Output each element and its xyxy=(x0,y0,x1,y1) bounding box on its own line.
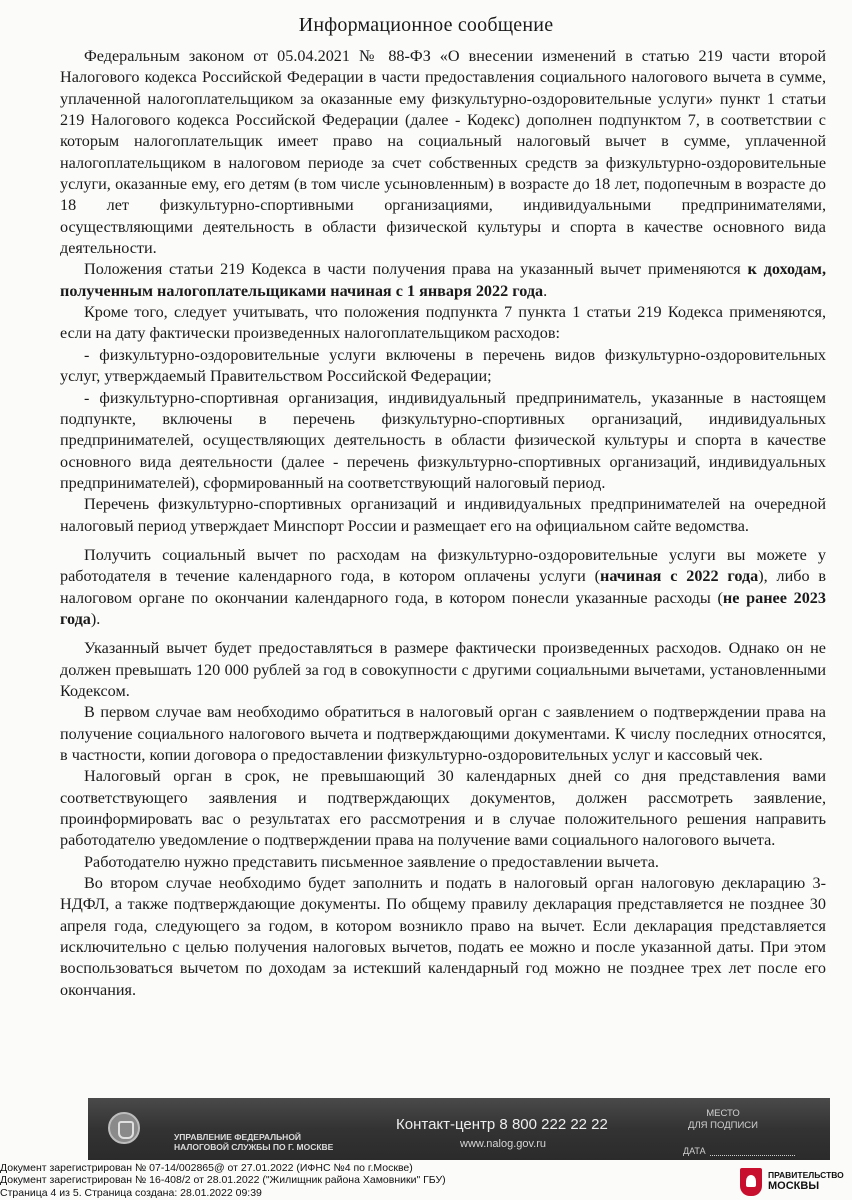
moscow-government-logo xyxy=(740,1166,852,1200)
date-underline xyxy=(710,1155,795,1156)
paragraph xyxy=(60,852,826,873)
date-label: ДАТА xyxy=(683,1146,706,1156)
text-run: - физкультурно-спортивная организация, индивидуальный предприниматель, указанные в настоящем подпункте, включены в перечень физкультурно-спортивных организаций, индивидуальных предпринимателей, осуществляющих деятельность в области физической культуры и спорта в качестве основного вида деятельности (далее - перечень физкультурно-спортивных организаций, индивидуальных предпринимателей), сформированный на соответствующий налоговый период. xyxy=(60,388,826,492)
paragraph xyxy=(60,873,826,1001)
gov-logo-line1: ПРАВИТЕЛЬСТВО xyxy=(768,1170,844,1180)
fns-label xyxy=(174,1132,333,1152)
paragraph xyxy=(60,46,826,259)
text-run: Федеральным законом от 05.04.2021 № 88-ФЗ «О внесении изменений в статью 219 части второй Налогового кодекса Российской Федерации в части предоставления социального налогового вычета в сумме, уплаченной налогоплательщиком за оказанные ему физкультурно-оздоровительные услуги» пункт 1 статьи 219 Налогового кодекса Российской Федерации (далее - Кодекс) дополнен подпунктом 7, в соответствии с которым налогоплательщик имеет право на социальный налоговый вычет в сумме, уплаченной налогоплательщиком в налоговом периоде за счет собственных средств за физкультурно-оздоровительные услуги, оказанные ему, его детям (в том числе усыновленным) в возрасте до 18 лет, подопечным в возрасте до 18 лет физкультурно-спортивными организациями, индивидуальными предпринимателями, осуществляющими деятельность в области физической культуры и спорта в качестве основного вида деятельности. xyxy=(60,47,826,258)
contact-center: Контакт-центр 8 800 222 22 22 xyxy=(396,1116,608,1133)
bold-text: к доходам, полученным налогоплательщиками начиная с 1 января 2022 года xyxy=(60,260,827,300)
signature-place-line2: ДЛЯ ПОДПИСИ xyxy=(688,1120,758,1131)
text-run: - физкультурно-оздоровительные услуги включены в перечень видов физкультурно-оздоровительных услуг, утверждаемый Правительством Российской Федерации; xyxy=(60,345,826,386)
text-run: ), либо в налоговом органе по окончании календарного года, в котором понесли указанные расходы ( xyxy=(60,567,827,607)
moscow-coat-of-arms-icon xyxy=(740,1168,762,1196)
text-run: Положения статьи 219 Кодекса в части получения права на указанный вычет применяются xyxy=(84,260,748,279)
gov-logo-line2: МОСКВЫ xyxy=(768,1180,820,1192)
text-run: . xyxy=(543,281,548,300)
text-run: Налоговый орган в срок, не превышающий 30 календарных дней со дня представления вами соответствующего заявления и подтверждающих документов, должен рассмотреть заявление, проинформировать вас о результатах его рассмотрения и в случае положительного решения направить работодателю уведомление о подтверждении права на получение вами социального налогового вычета. xyxy=(60,767,826,850)
paragraph xyxy=(60,702,826,766)
bold-text: не ранее 2023 года xyxy=(60,588,826,628)
text-run: Указанный вычет будет предоставляться в размере фактически произведенных расходов. Однако он не должен превышать 120 000 рублей за год в совокупности с другими социальными вычетами, установленными Кодексом. xyxy=(60,639,826,700)
paragraph xyxy=(60,545,826,630)
text-run: Кроме того, следует учитывать, что положения подпункта 7 пункта 1 статьи 219 Кодекса применяются, если на дату фактически произведенных налогоплательщиком расходов: xyxy=(60,303,826,343)
text-run: Получить социальный вычет по расходам на физкультурно-оздоровительные услуги вы можете у работодателя в течение календарного года, в котором оплачены услуги ( xyxy=(60,545,826,586)
text-run: Работодателю нужно представить письменное заявление о предоставлении вычета. xyxy=(84,852,659,871)
website-link: www.nalog.gov.ru xyxy=(460,1138,547,1150)
stamp-line-2: Документ зарегистрирован № 16-408/2 от 28.01.2022 ("Жилищник района Хамовники" ГБУ) xyxy=(0,1174,446,1187)
paragraph xyxy=(60,494,826,537)
registration-stamp xyxy=(0,1162,700,1199)
paragraph xyxy=(60,388,826,495)
stamp-line-3: Страница 4 из 5. Страница создана: 28.01.2022 09:39 xyxy=(0,1186,262,1199)
text-run: ). xyxy=(90,609,101,628)
fns-label-line1: УПРАВЛЕНИЕ ФЕДЕРАЛЬНОЙ xyxy=(174,1132,302,1142)
paragraph xyxy=(60,766,826,851)
moscow-government-text xyxy=(768,1170,844,1192)
paragraph xyxy=(60,345,826,388)
signature-place xyxy=(648,1108,798,1132)
paragraph xyxy=(60,638,826,702)
signature-place-line1: МЕСТО xyxy=(706,1108,740,1119)
fns-label-line2: НАЛОГОВОЙ СЛУЖБЫ ПО Г. МОСКВЕ xyxy=(174,1142,334,1152)
text-run: Перечень физкультурно-спортивных организаций и индивидуальных предпринимателей на очередной налоговый период утверждает Минспорт России и размещает его на официальном сайте ведомства. xyxy=(60,495,826,535)
stamp-line-1: Документ зарегистрирован № 07-14/002865@ от 27.01.2022 (ИФНС №4 по г.Москве) xyxy=(0,1162,413,1174)
document-title: Информационное сообщение xyxy=(298,14,554,36)
fns-emblem-icon xyxy=(108,1112,140,1144)
bold-text: начиная с 2022 года xyxy=(600,567,759,586)
paragraph xyxy=(60,259,826,302)
document-body xyxy=(60,46,826,1001)
date-field xyxy=(683,1146,803,1156)
text-run: В первом случае вам необходимо обратиться в налоговый орган с заявлением о подтверждении права на получение социального налогового вычета и подтверждающими документами. К числу последних относятся, в частности, копии договора о предоставлении физкультурно-оздоровительных услуг и кассовый чек. xyxy=(60,703,826,764)
footer-banner xyxy=(88,1098,830,1160)
text-run: Во втором случае необходимо будет заполнить и подать в налоговый орган налоговую декларацию 3-НДФЛ, а также подтверждающие документы. По общему правилу декларация представляется не позднее 30 апреля года, следующего за годом, в котором возникло право на вычет. Если декларация представляется исключительно с целью получения налоговых вычетов, подать ее можно и после указанной даты. При этом воспользоваться вычетом по доходам за истекший календарный год можно не позднее трех лет после его окончания. xyxy=(60,874,826,999)
paragraph xyxy=(60,302,826,345)
